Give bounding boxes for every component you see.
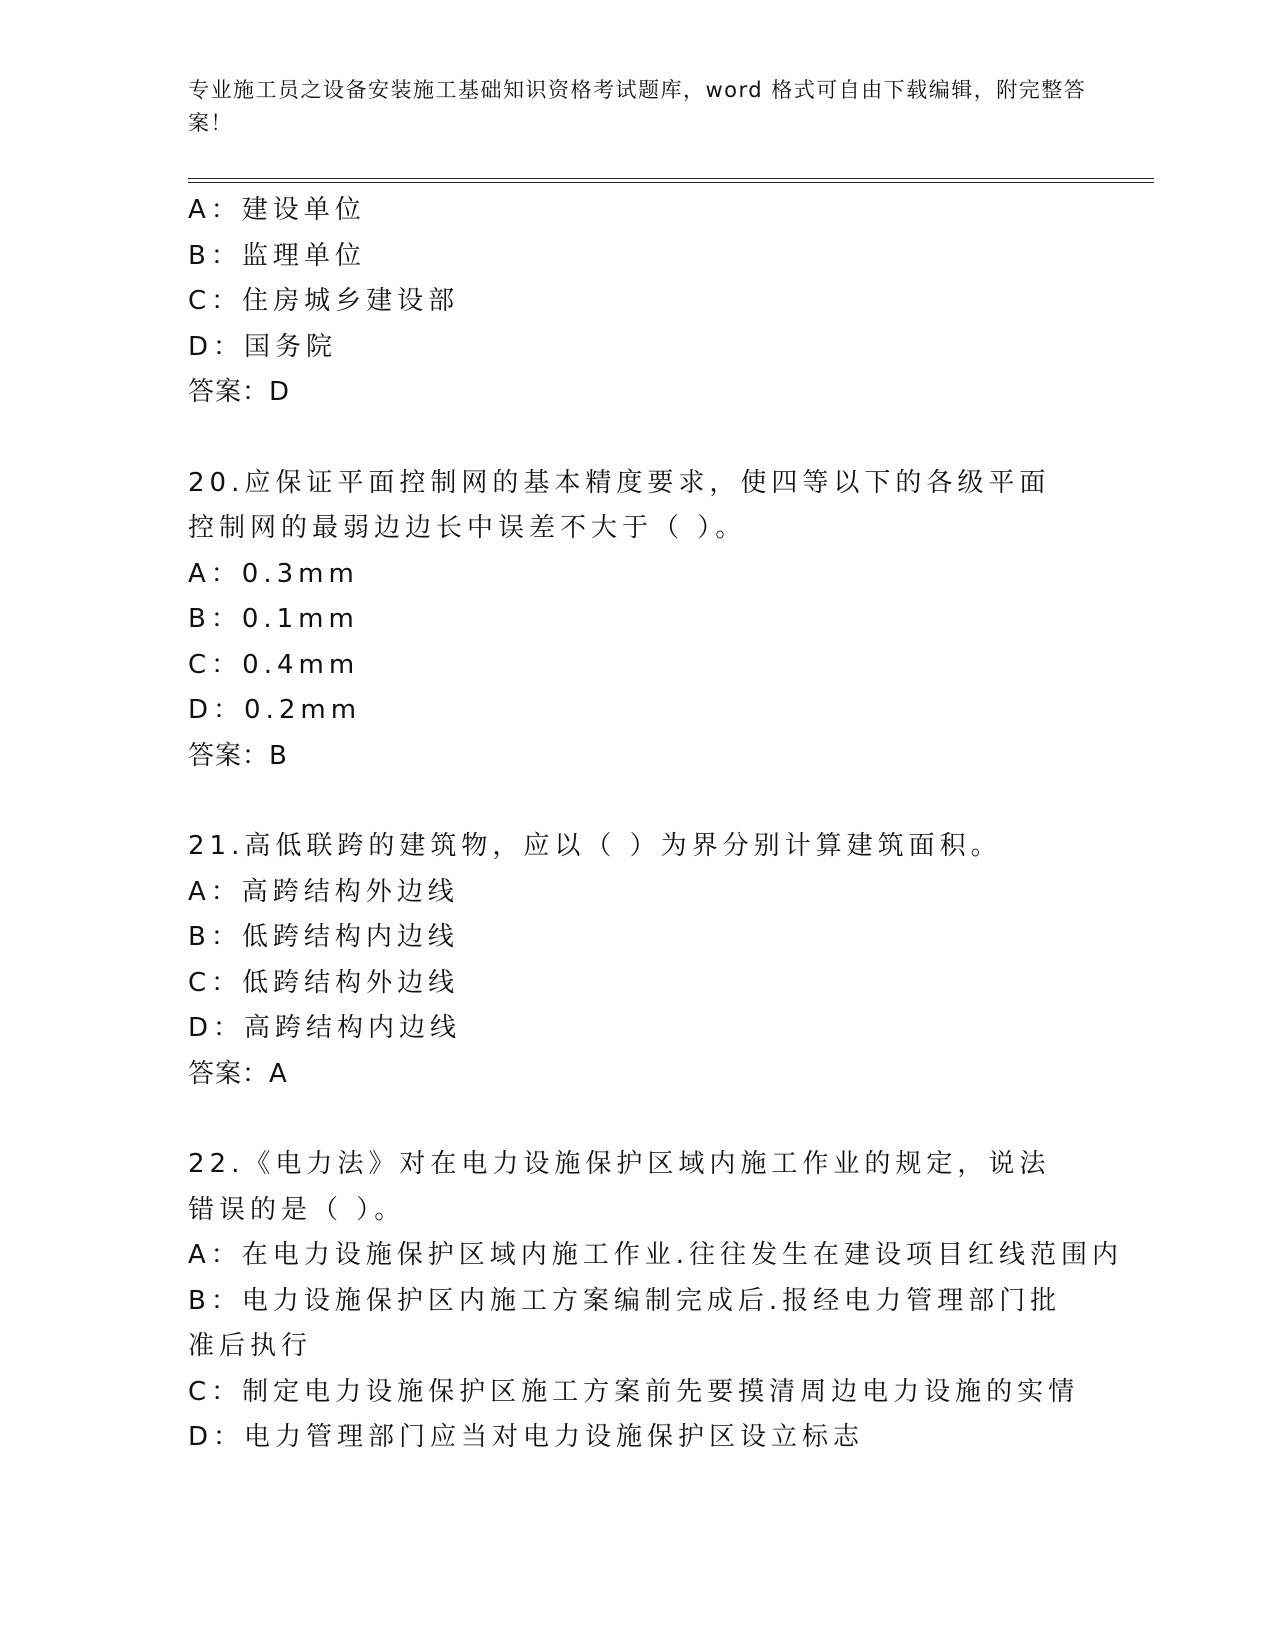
spacer xyxy=(188,1097,1088,1142)
option-a: A：0.3mm xyxy=(188,558,359,589)
option-b: B：监理单位 xyxy=(188,240,366,271)
document-header: 专业施工员之设备安装施工基础知识资格考试题库，word 格式可自由下载编辑，附完整答案！ xyxy=(188,78,1087,135)
answer-line: 答案：A xyxy=(188,1058,288,1089)
option-c: C：制定电力设施保护区施工方案前先要摸清周边电力设施的实情 xyxy=(188,1376,1080,1407)
question-list xyxy=(188,188,1124,1461)
option-c: C：住房城乡建设部 xyxy=(188,286,460,316)
option-b: B：电力设施保护区内施工方案编制完成后.报经电力管理部门批准后执行 xyxy=(188,1285,1062,1361)
option-a: A：建设单位 xyxy=(188,195,366,225)
question-19-continued xyxy=(188,188,1088,416)
question-text: 20.应保证平面控制网的基本精度要求，使四等以下的各级平面控制网的最弱边边长中误差不大于（ ）。 xyxy=(188,467,1051,543)
option-b: B：低跨结构内边线 xyxy=(188,922,459,952)
option-b: B：0.1mm xyxy=(188,604,359,634)
option-d: D：国务院 xyxy=(188,331,338,362)
option-a: A：在电力设施保护区域内施工作业.往往发生在建设项目红线范围内 xyxy=(188,1240,1124,1270)
question-22 xyxy=(188,1142,1124,1461)
question-text: 22.《电力法》对在电力设施保护区域内施工作业的规定，说法错误的是（ ）。 xyxy=(188,1149,1051,1225)
question-text: 21.高低联跨的建筑物，应以（ ）为界分别计算建筑面积。 xyxy=(188,831,1002,861)
question-21 xyxy=(188,824,1088,1097)
option-d: D：电力管理部门应当对电力设施保护区设立标志 xyxy=(188,1422,865,1452)
header-double-rule xyxy=(188,178,1154,183)
spacer xyxy=(188,779,1088,824)
option-c: C：低跨结构外边线 xyxy=(188,967,460,998)
spacer xyxy=(188,416,1088,461)
option-a: A：高跨结构外边线 xyxy=(188,876,459,907)
option-c: C：0.4mm xyxy=(188,649,360,680)
answer-line: 答案：D xyxy=(188,377,291,407)
answer-line: 答案：B xyxy=(188,740,288,771)
question-20 xyxy=(188,461,1088,780)
option-d: D：高跨结构内边线 xyxy=(188,1013,462,1043)
option-d: D：0.2mm xyxy=(188,695,362,725)
